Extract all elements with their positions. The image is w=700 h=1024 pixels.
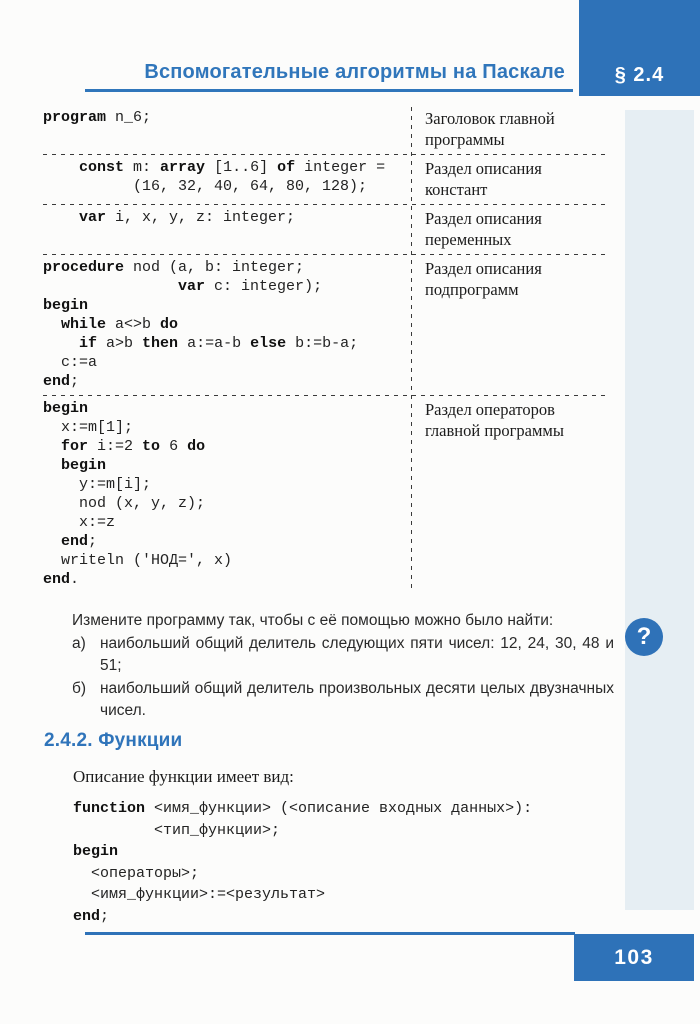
table-vertical-divider — [411, 107, 412, 591]
program-table-row — [43, 205, 605, 254]
task-item — [72, 633, 614, 678]
task-item-text: наибольший общий делитель произвольных десяти целых двузначных чисел. — [100, 679, 614, 719]
program-table-row — [43, 396, 605, 593]
program-table-rows — [43, 105, 605, 593]
task-item-marker: а) — [72, 634, 86, 652]
section-intro: Описание функции имеет вид: — [73, 767, 294, 786]
program-table-row — [43, 155, 605, 204]
task-block — [72, 610, 614, 723]
code-annotation: Раздел описания переменных — [425, 209, 542, 249]
code-annotation: Раздел описания констант — [425, 159, 542, 199]
pascal-code: var i, x, y, z: integer; — [79, 209, 296, 226]
program-table — [43, 105, 605, 593]
pascal-code: procedure nod (a, b: integer; var c: integer); begin while a<>b do if a>b then a:=a-b else b:=b-a; c:=a end; — [43, 259, 359, 390]
program-table-row — [43, 105, 605, 154]
header-rule — [85, 89, 573, 92]
code-annotation: Раздел описания подпрограмм — [425, 259, 542, 299]
section-heading: 2.4.2. Функции — [44, 730, 183, 751]
program-table-row — [43, 255, 605, 395]
pascal-code: program n_6; — [43, 109, 152, 126]
task-item-marker: б) — [72, 679, 87, 697]
footer-rule — [85, 932, 575, 935]
task-item-text: наибольший общий делитель следующих пяти чисел: 12, 24, 30, 48 и 51; — [100, 634, 614, 674]
question-icon: ? — [625, 618, 663, 656]
task-intro: Измените программу так, чтобы с её помощью можно было найти: — [72, 612, 554, 629]
function-code: function <имя_функции> (<описание входных данных>): <тип_функции>; begin <операторы>; <имя_функции>:=<результат> end; — [73, 800, 533, 925]
section-badge: § 2.4 — [579, 0, 700, 96]
pascal-code: const m: array [1..6] of integer = (16, 32, 40, 64, 80, 128); — [43, 159, 386, 195]
task-items — [72, 633, 614, 723]
code-annotation: Заголовок главной программы — [425, 109, 555, 149]
chapter-title: Вспомогательные алгоритмы на Паскале — [144, 61, 565, 83]
code-annotation: Раздел операторов главной программы — [425, 400, 564, 440]
page-number: 103 — [574, 934, 694, 981]
page-edge-strip — [625, 110, 694, 910]
task-item — [72, 678, 614, 723]
pascal-code: begin x:=m[1]; for i:=2 to 6 do begin y:=m[i]; nod (x, y, z); x:=z end; writeln ('НОД=', x) end. — [43, 400, 233, 588]
